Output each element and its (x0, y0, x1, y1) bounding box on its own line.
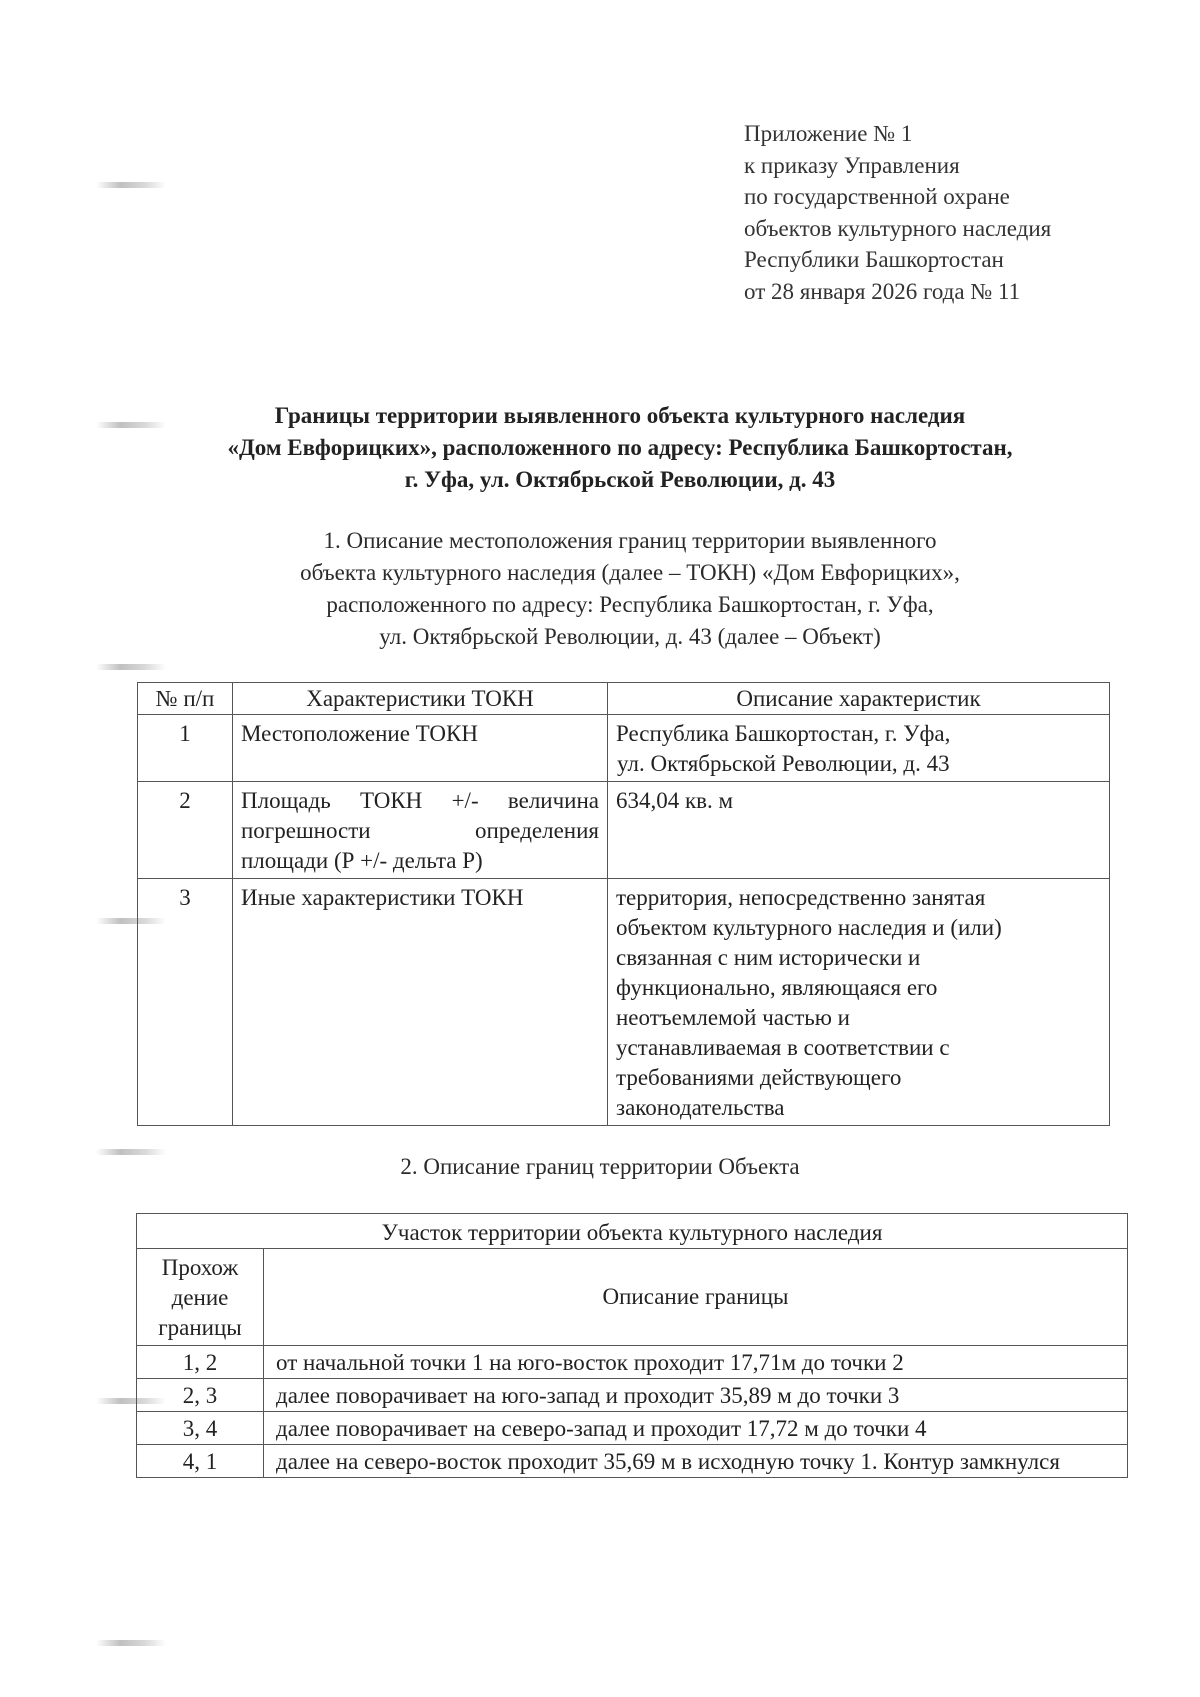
appendix-line: к приказу Управления (744, 152, 960, 178)
characteristic-line: погрешности определения (241, 818, 599, 843)
appendix-header (744, 118, 1051, 307)
section-1-line: 1. Описание местоположения границ территории выявленного (323, 528, 937, 553)
title-line: Границы территории выявленного объекта культурного наследия (274, 403, 966, 428)
boundary-table (136, 1213, 1128, 1478)
title-line: «Дом Евфорицких», расположенного по адресу: Республика Башкортостан, (227, 435, 1013, 460)
table-row (137, 1379, 1128, 1412)
characteristic-line: Площадь ТОКН +/- величина (241, 788, 599, 813)
row-description (608, 879, 1110, 1126)
table-caption: Участок территории объекта культурного наследия (137, 1214, 1128, 1249)
row-characteristic: Местоположение ТОКН (233, 715, 608, 782)
section-1-heading (200, 525, 1060, 653)
header-boundary-description: Описание границы (264, 1249, 1128, 1346)
table-caption-row (137, 1214, 1128, 1249)
row-boundary-description: от начальной точки 1 на юго-восток проходит 17,71м до точки 2 (264, 1346, 1128, 1379)
row-num: 2 (138, 782, 233, 879)
scan-mark (96, 182, 166, 188)
description-line: территория, непосредственно занятая (616, 885, 986, 910)
row-num: 1 (138, 715, 233, 782)
table-row (138, 879, 1110, 1126)
row-segment: 2, 3 (137, 1379, 264, 1412)
description-line: функционально, являющаяся его (616, 975, 938, 1000)
header-pass-line: границы (158, 1315, 242, 1340)
row-characteristic: Иные характеристики ТОКН (233, 879, 608, 1126)
header-characteristic: Характеристики ТОКН (233, 683, 608, 715)
title-line: г. Уфа, ул. Октябрьской Революции, д. 43 (404, 467, 836, 492)
document-title (140, 400, 1100, 496)
table-row (138, 715, 1110, 782)
description-line: Республика Башкортостан, г. Уфа, (616, 721, 951, 746)
section-1-line: объекта культурного наследия (далее – ТОКН) «Дом Евфорицких», (300, 560, 960, 585)
row-boundary-description: далее поворачивает на северо-запад и проходит 17,72 м до точки 4 (264, 1412, 1128, 1445)
row-segment: 3, 4 (137, 1412, 264, 1445)
row-segment: 4, 1 (137, 1445, 264, 1478)
appendix-line: по государственной охране (744, 184, 1010, 209)
description-line: устанавливаемая в соответствии с (616, 1035, 950, 1060)
appendix-line: от 28 января 2026 года № 11 (744, 278, 1021, 304)
description-line: законодательства (616, 1095, 785, 1120)
header-boundary-pass (137, 1249, 264, 1346)
description-line: связанная с ним исторически и (616, 945, 921, 970)
appendix-line: объектов культурного наследия (744, 215, 1052, 241)
description-line: требованиями действующего (616, 1065, 902, 1090)
table-row (138, 782, 1110, 879)
section-1-line: расположенного по адресу: Республика Башкортостан, г. Уфа, (326, 592, 934, 617)
scan-mark (96, 1640, 166, 1646)
row-segment: 1, 2 (137, 1346, 264, 1379)
table-row (137, 1445, 1128, 1478)
row-description (608, 715, 1110, 782)
characteristic-line: площади (Р +/- дельта Р) (241, 848, 483, 873)
table-row (137, 1346, 1128, 1379)
description-line: 634,04 кв. м (616, 788, 734, 813)
appendix-line: Республики Башкортостан (744, 247, 1004, 272)
appendix-line: Приложение № 1 (744, 121, 913, 146)
description-line: объектом культурного наследия и (или) (616, 915, 1002, 940)
scan-mark (96, 664, 166, 670)
section-2-heading: 2. Описание границ территории Объекта (400, 1154, 800, 1179)
header-pass-line: Прохож (161, 1255, 239, 1280)
row-num: 3 (138, 879, 233, 1126)
table-header-row (137, 1249, 1128, 1346)
table-row (137, 1412, 1128, 1445)
section-1-line: ул. Октябрьской Революции, д. 43 (далее – Объект) (379, 624, 881, 649)
row-boundary-description: далее поворачивает на юго-запад и проходит 35,89 м до точки 3 (264, 1379, 1128, 1412)
header-description: Описание характеристик (608, 683, 1110, 715)
table-header-row (138, 683, 1110, 715)
row-boundary-description: далее на северо-восток проходит 35,69 м в исходную точку 1. Контур замкнулся (264, 1445, 1128, 1478)
characteristics-table (137, 682, 1110, 1126)
header-num: № п/п (138, 683, 233, 715)
description-line: неотъемлемой частью и (616, 1005, 850, 1030)
row-description (608, 782, 1110, 879)
header-pass-line: дение (171, 1285, 229, 1310)
row-characteristic (233, 782, 608, 879)
description-line: ул. Октябрьской Революции, д. 43 (617, 751, 950, 776)
